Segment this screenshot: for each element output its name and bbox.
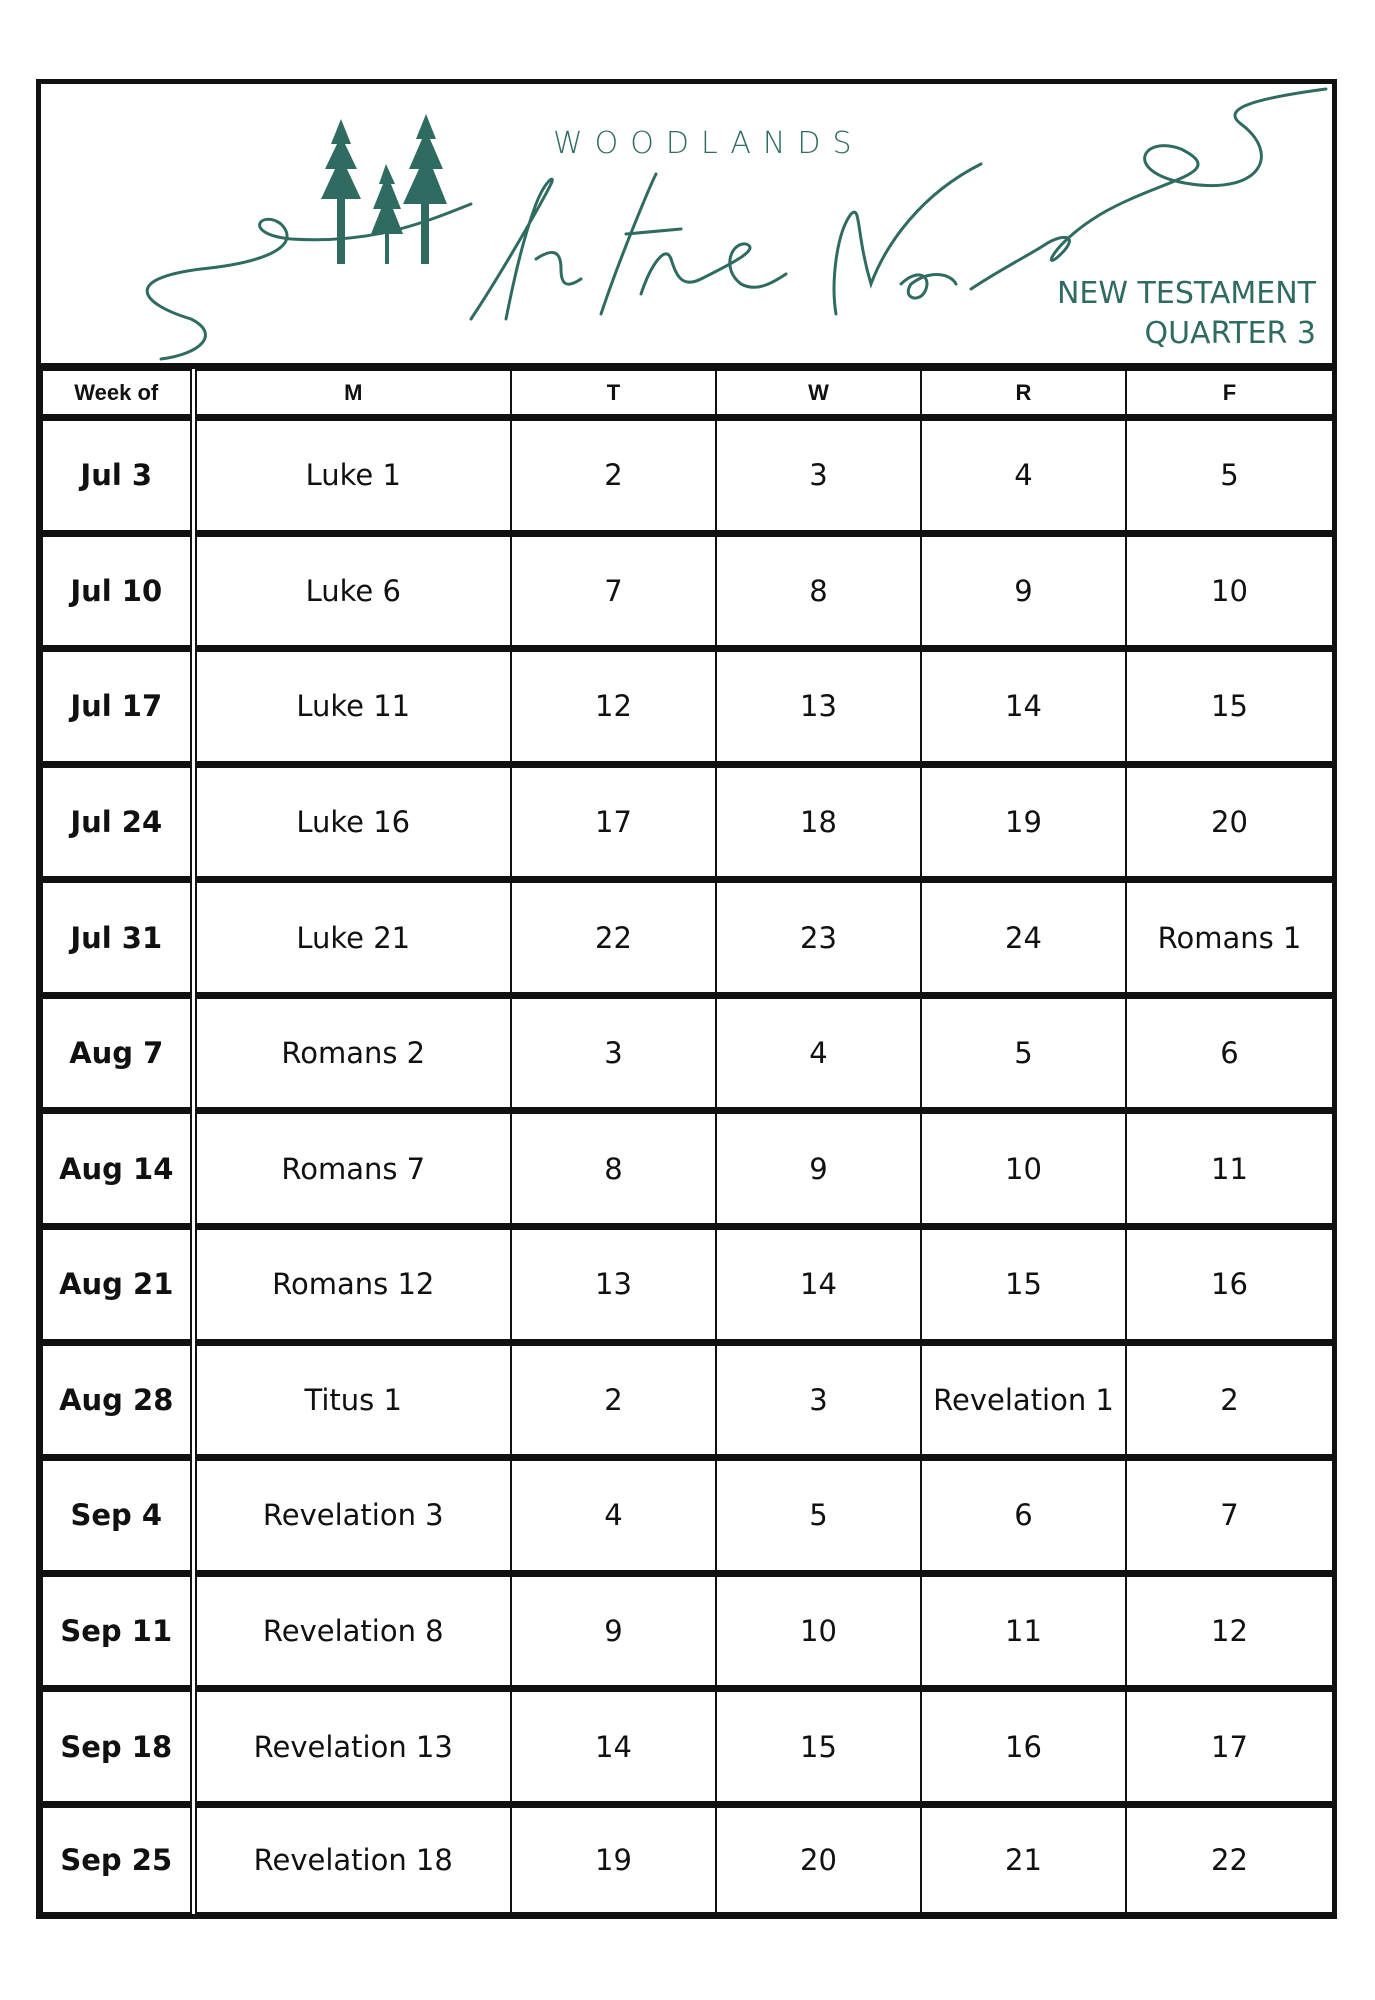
reading-cell: 12 [511, 649, 716, 765]
week-cell: Sep 4 [42, 1458, 193, 1574]
reading-cell: 14 [716, 1227, 921, 1343]
table-row [42, 1111, 1333, 1227]
week-cell: Aug 21 [42, 1227, 193, 1343]
header-banner [41, 84, 1332, 369]
table-row [42, 1458, 1333, 1574]
reading-cell: 22 [1126, 1804, 1333, 1913]
reading-cell: 7 [1126, 1458, 1333, 1574]
table-header-row [42, 370, 1333, 418]
week-cell: Aug 7 [42, 995, 193, 1111]
reading-cell: 24 [921, 880, 1126, 996]
reading-cell: 5 [1126, 418, 1333, 534]
reading-cell: 18 [716, 764, 921, 880]
reading-cell: 16 [1126, 1227, 1333, 1343]
table-row [42, 764, 1333, 880]
reading-cell: 16 [921, 1689, 1126, 1805]
week-cell: Jul 24 [42, 764, 193, 880]
column-header-monday: M [193, 370, 511, 418]
reading-cell: 6 [1126, 995, 1333, 1111]
reading-cell: 4 [921, 418, 1126, 534]
table-row [42, 649, 1333, 765]
reading-cell: Luke 21 [193, 880, 511, 996]
week-cell: Sep 25 [42, 1804, 193, 1913]
week-cell: Jul 17 [42, 649, 193, 765]
reading-cell: 12 [1126, 1573, 1333, 1689]
reading-cell: 10 [921, 1111, 1126, 1227]
week-cell: Jul 31 [42, 880, 193, 996]
reading-cell: 17 [1126, 1689, 1333, 1805]
reading-cell: 3 [716, 1342, 921, 1458]
table-row [42, 533, 1333, 649]
reading-cell: 19 [511, 1804, 716, 1913]
reading-cell: 2 [511, 418, 716, 534]
reading-cell: 13 [716, 649, 921, 765]
reading-cell: Revelation 18 [193, 1804, 511, 1913]
reading-cell: 2 [511, 1342, 716, 1458]
reading-cell: Luke 1 [193, 418, 511, 534]
table-row [42, 1573, 1333, 1689]
reading-cell: 9 [921, 533, 1126, 649]
reading-plan-sheet [36, 79, 1337, 1919]
column-header-wednesday: W [716, 370, 921, 418]
subtitle-line-1: NEW TESTAMENT [1056, 276, 1316, 311]
reading-cell: 5 [716, 1458, 921, 1574]
reading-cell: Romans 1 [1126, 880, 1333, 996]
reading-cell: Revelation 1 [921, 1342, 1126, 1458]
reading-cell: Romans 12 [193, 1227, 511, 1343]
reading-cell: 7 [511, 533, 716, 649]
reading-cell: Revelation 3 [193, 1458, 511, 1574]
table-row [42, 1804, 1333, 1913]
reading-cell: 5 [921, 995, 1126, 1111]
reading-table [41, 369, 1334, 1914]
pine-trees-icon [321, 114, 447, 264]
reading-cell: Luke 16 [193, 764, 511, 880]
reading-cell: 22 [511, 880, 716, 996]
reading-cell: Luke 11 [193, 649, 511, 765]
reading-cell: 8 [511, 1111, 716, 1227]
reading-cell: 14 [511, 1689, 716, 1805]
reading-cell: 20 [716, 1804, 921, 1913]
reading-cell: Romans 2 [193, 995, 511, 1111]
reading-cell: 15 [1126, 649, 1333, 765]
column-header-thursday: R [921, 370, 1126, 418]
reading-cell: 11 [921, 1573, 1126, 1689]
brand-wordmark: WOODLANDS [553, 126, 864, 161]
reading-cell: 23 [716, 880, 921, 996]
table-row [42, 1342, 1333, 1458]
reading-cell: Luke 6 [193, 533, 511, 649]
reading-cell: Revelation 8 [193, 1573, 511, 1689]
table-row [42, 995, 1333, 1111]
reading-cell: 6 [921, 1458, 1126, 1574]
reading-cell: Romans 7 [193, 1111, 511, 1227]
week-cell: Aug 14 [42, 1111, 193, 1227]
plan-subtitle [1057, 274, 1316, 354]
week-cell: Jul 3 [42, 418, 193, 534]
reading-cell: 3 [511, 995, 716, 1111]
reading-cell: 4 [716, 995, 921, 1111]
reading-cell: 19 [921, 764, 1126, 880]
table-row [42, 418, 1333, 534]
subtitle-line-2: QUARTER 3 [1144, 316, 1316, 351]
column-header-friday: F [1126, 370, 1333, 418]
column-header-week: Week of [42, 370, 193, 418]
reading-cell: Titus 1 [193, 1342, 511, 1458]
reading-cell: Revelation 13 [193, 1689, 511, 1805]
week-cell: Aug 28 [42, 1342, 193, 1458]
reading-cell: 17 [511, 764, 716, 880]
reading-cell: 20 [1126, 764, 1333, 880]
week-cell: Sep 18 [42, 1689, 193, 1805]
reading-cell: 10 [716, 1573, 921, 1689]
reading-cell: 9 [511, 1573, 716, 1689]
reading-cell: 8 [716, 533, 921, 649]
reading-cell: 13 [511, 1227, 716, 1343]
reading-table-container [41, 369, 1332, 1914]
reading-cell: 21 [921, 1804, 1126, 1913]
reading-cell: 2 [1126, 1342, 1333, 1458]
reading-cell: 15 [921, 1227, 1126, 1343]
reading-cell: 9 [716, 1111, 921, 1227]
table-row [42, 1227, 1333, 1343]
reading-cell: 4 [511, 1458, 716, 1574]
reading-cell: 3 [716, 418, 921, 534]
reading-cell: 11 [1126, 1111, 1333, 1227]
reading-cell: 15 [716, 1689, 921, 1805]
reading-cell: 10 [1126, 533, 1333, 649]
table-row [42, 1689, 1333, 1805]
reading-cell: 14 [921, 649, 1126, 765]
week-cell: Jul 10 [42, 533, 193, 649]
table-row [42, 880, 1333, 996]
week-cell: Sep 11 [42, 1573, 193, 1689]
column-header-tuesday: T [511, 370, 716, 418]
